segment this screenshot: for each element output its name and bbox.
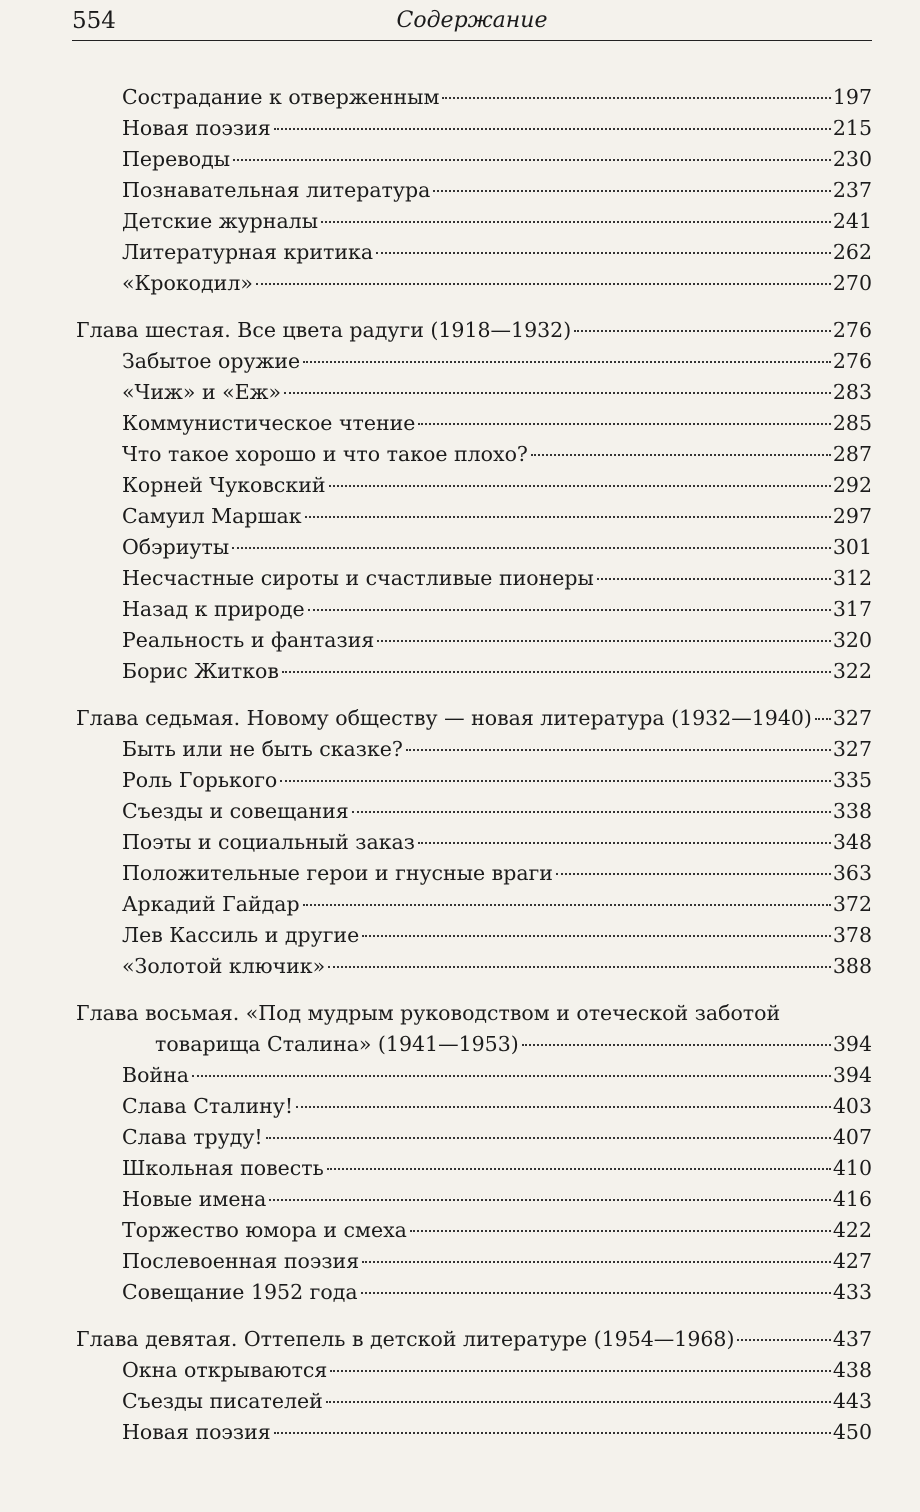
toc-entry-title: Послевоенная поэзия (122, 1249, 360, 1273)
toc-section-entry[interactable] (0, 734, 920, 765)
toc-page-number: 285 (832, 411, 872, 435)
toc-entry-title: Лев Кассиль и другие (122, 923, 360, 947)
running-title: Содержание (396, 8, 548, 33)
dot-leader (362, 935, 831, 937)
dot-leader (377, 640, 831, 642)
toc-entry-title: Новая поэзия (122, 1420, 271, 1444)
toc-page-number: 410 (832, 1156, 872, 1180)
toc-section-entry[interactable] (0, 625, 920, 656)
toc-page-number: 215 (832, 116, 872, 140)
toc-section-entry[interactable] (0, 1417, 920, 1448)
dot-leader (308, 609, 831, 611)
toc-page-number: 335 (832, 768, 872, 792)
toc-section-entry[interactable] (0, 144, 920, 175)
toc-entry-title: Борис Житков (122, 659, 279, 683)
toc-page-number: 443 (832, 1389, 872, 1413)
dot-leader (192, 1075, 831, 1077)
toc-section-entry[interactable] (0, 563, 920, 594)
toc-section-entry[interactable] (0, 1215, 920, 1246)
toc-entry-title: Литературная критика (122, 240, 374, 264)
dot-leader (321, 221, 831, 223)
toc-entry-title: Глава девятая. Оттепель в детской литературе (1954—1968) (76, 1327, 735, 1351)
toc-page-number: 230 (832, 147, 872, 171)
dot-leader (232, 547, 831, 549)
toc-entry-title: Что такое хорошо и что такое плохо? (122, 442, 528, 466)
toc-page-number: 422 (832, 1218, 872, 1242)
toc-section-entry[interactable] (0, 656, 920, 687)
toc-page-number: 438 (832, 1358, 872, 1382)
toc-page-number: 327 (832, 706, 872, 730)
toc-section-entry[interactable] (0, 175, 920, 206)
toc-page-number: 320 (832, 628, 872, 652)
dot-leader (303, 361, 831, 363)
toc-section-entry[interactable] (0, 501, 920, 532)
toc-entry-title: Глава шестая. Все цвета радуги (1918—1932) (76, 318, 572, 342)
toc-page-number: 363 (832, 861, 872, 885)
toc-page-number: 378 (832, 923, 872, 947)
toc-page-number: 403 (832, 1094, 872, 1118)
toc-section-entry[interactable] (0, 1246, 920, 1277)
toc-section-entry[interactable] (0, 532, 920, 563)
dot-leader (418, 423, 830, 425)
dot-leader (328, 966, 831, 968)
toc-page-number: 292 (832, 473, 872, 497)
toc-page-number: 276 (832, 349, 872, 373)
dot-leader (362, 1261, 831, 1263)
toc-entry-title: «Чиж» и «Еж» (122, 380, 282, 404)
toc-page-number: 241 (832, 209, 872, 233)
toc-section-entry[interactable] (0, 1277, 920, 1308)
toc-section-entry[interactable] (0, 1184, 920, 1215)
toc-entry-title: Торжество юмора и смеха (122, 1218, 407, 1242)
toc-entry-title: Переводы (122, 147, 231, 171)
dot-leader (274, 128, 831, 130)
toc-entry-title: Съезды писателей (122, 1389, 323, 1413)
toc-page-number: 394 (832, 1063, 872, 1087)
toc-page-number: 338 (832, 799, 872, 823)
toc-entry-title: Самуил Маршак (122, 504, 302, 528)
page-header (72, 6, 872, 41)
toc-page-number: 262 (832, 240, 872, 264)
toc-section-entry[interactable] (0, 408, 920, 439)
dot-leader (406, 749, 831, 751)
toc-page-number: 372 (832, 892, 872, 916)
toc-page-number: 276 (832, 318, 872, 342)
dot-leader (410, 1230, 831, 1232)
toc-entry-title: Аркадий Гайдар (122, 892, 300, 916)
toc-section-entry[interactable] (0, 889, 920, 920)
toc-page-number: 427 (832, 1249, 872, 1273)
toc-entry-title: Новая поэзия (122, 116, 271, 140)
toc-section-entry[interactable] (0, 951, 920, 982)
toc-entry-title: Слава Сталину! (122, 1094, 294, 1118)
toc-section-entry[interactable] (0, 439, 920, 470)
toc-entry-title: Глава седьмая. Новому обществу — новая литература (1932—1940) (76, 706, 812, 730)
dot-leader (284, 392, 831, 394)
toc-section-entry[interactable] (0, 346, 920, 377)
toc-entry-title: Война (122, 1063, 189, 1087)
dot-leader (418, 842, 831, 844)
toc-page-number: 287 (832, 442, 872, 466)
toc-entry-title: «Крокодил» (122, 271, 253, 295)
toc-entry-title: Корней Чуковский (122, 473, 326, 497)
table-of-contents (0, 82, 920, 1448)
toc-section-entry[interactable] (0, 470, 920, 501)
dot-leader (233, 159, 831, 161)
toc-section-entry[interactable] (0, 377, 920, 408)
toc-page-number: 322 (832, 659, 872, 683)
toc-section-entry[interactable] (0, 765, 920, 796)
dot-leader (282, 671, 831, 673)
dot-leader (296, 1106, 831, 1108)
toc-page-number: 327 (832, 737, 872, 761)
toc-section-entry[interactable] (0, 113, 920, 144)
toc-entry-title: «Золотой ключик» (122, 954, 326, 978)
toc-page-number: 270 (832, 271, 872, 295)
toc-chapter-entry[interactable] (0, 1029, 920, 1060)
dot-leader (305, 516, 831, 518)
dot-leader (737, 1339, 830, 1341)
toc-page-number: 297 (832, 504, 872, 528)
toc-entry-title: товарища Сталина» (1941—1953) (155, 1032, 519, 1056)
toc-chapter-entry[interactable] (0, 998, 920, 1029)
toc-section-entry[interactable] (0, 82, 920, 113)
toc-section-entry[interactable] (0, 920, 920, 951)
toc-entry-title: Школьная повесть (122, 1156, 324, 1180)
toc-section-entry[interactable] (0, 206, 920, 237)
toc-section-entry[interactable] (0, 1091, 920, 1122)
toc-entry-title: Обэриуты (122, 535, 230, 559)
dot-leader (280, 780, 831, 782)
toc-entry-title: Положительные герои и гнусные враги (122, 861, 553, 885)
toc-page-number: 450 (832, 1420, 872, 1444)
toc-entry-title: Съезды и совещания (122, 799, 349, 823)
toc-section-entry[interactable] (0, 1060, 920, 1091)
dot-leader (433, 190, 831, 192)
toc-section-entry[interactable] (0, 858, 920, 889)
toc-page-number: 348 (832, 830, 872, 854)
dot-leader (556, 873, 831, 875)
toc-page-number: 407 (832, 1125, 872, 1149)
dot-leader (269, 1199, 831, 1201)
toc-section-entry[interactable] (0, 1153, 920, 1184)
dot-leader (815, 718, 831, 720)
toc-entry-title: Детские журналы (122, 209, 319, 233)
toc-page-number: 283 (832, 380, 872, 404)
toc-section-entry[interactable] (0, 1122, 920, 1153)
dot-leader (274, 1432, 831, 1434)
dot-leader (352, 811, 831, 813)
toc-entry-title: Совещание 1952 года (122, 1280, 358, 1304)
dot-leader (329, 485, 831, 487)
toc-section-entry[interactable] (0, 268, 920, 299)
toc-entry-title: Назад к природе (122, 597, 305, 621)
toc-entry-title: Познавательная литература (122, 178, 431, 202)
toc-page-number: 388 (832, 954, 872, 978)
toc-page-number: 437 (832, 1327, 872, 1351)
dot-leader (376, 252, 831, 254)
toc-section-entry[interactable] (0, 1386, 920, 1417)
toc-section-entry[interactable] (0, 1355, 920, 1386)
dot-leader (531, 454, 831, 456)
toc-section-entry[interactable] (0, 594, 920, 625)
page-number: 554 (72, 8, 116, 34)
toc-page-number: 433 (832, 1280, 872, 1304)
dot-leader (256, 283, 831, 285)
toc-page-number: 197 (832, 85, 872, 109)
dot-leader (442, 97, 830, 99)
toc-chapter-entry[interactable] (0, 703, 920, 734)
toc-entry-title: Поэты и социальный заказ (122, 830, 415, 854)
toc-entry-title: Коммунистическое чтение (122, 411, 416, 435)
toc-gap (0, 982, 920, 998)
toc-section-entry[interactable] (0, 796, 920, 827)
dot-leader (522, 1044, 831, 1046)
dot-leader (597, 578, 831, 580)
toc-chapter-entry[interactable] (0, 315, 920, 346)
toc-entry-title: Новые имена (122, 1187, 267, 1211)
toc-entry-title: Сострадание к отверженным (122, 85, 440, 109)
toc-page-number: 394 (832, 1032, 872, 1056)
toc-gap (0, 1308, 920, 1324)
toc-entry-title: Быть или не быть сказке? (122, 737, 403, 761)
dot-leader (326, 1401, 831, 1403)
toc-section-entry[interactable] (0, 827, 920, 858)
toc-page-number: 237 (832, 178, 872, 202)
dot-leader (266, 1137, 831, 1139)
dot-leader (361, 1292, 831, 1294)
dot-leader (327, 1168, 831, 1170)
toc-page-number: 312 (832, 566, 872, 590)
toc-entry-title: Забытое оружие (122, 349, 301, 373)
dot-leader (303, 904, 831, 906)
toc-entry-title: Роль Горького (122, 768, 278, 792)
toc-entry-title: Окна открываются (122, 1358, 328, 1382)
dot-leader (574, 330, 831, 332)
toc-gap (0, 299, 920, 315)
toc-entry-title: Глава восьмая. «Под мудрым руководством и отеческой заботой (76, 1001, 781, 1025)
toc-page-number: 416 (832, 1187, 872, 1211)
dot-leader (330, 1370, 831, 1372)
toc-page-number: 301 (832, 535, 872, 559)
toc-gap (0, 687, 920, 703)
toc-section-entry[interactable] (0, 237, 920, 268)
toc-entry-title: Слава труду! (122, 1125, 263, 1149)
toc-page-number: 317 (832, 597, 872, 621)
toc-entry-title: Реальность и фантазия (122, 628, 375, 652)
toc-chapter-entry[interactable] (0, 1324, 920, 1355)
toc-entry-title: Несчастные сироты и счастливые пионеры (122, 566, 594, 590)
